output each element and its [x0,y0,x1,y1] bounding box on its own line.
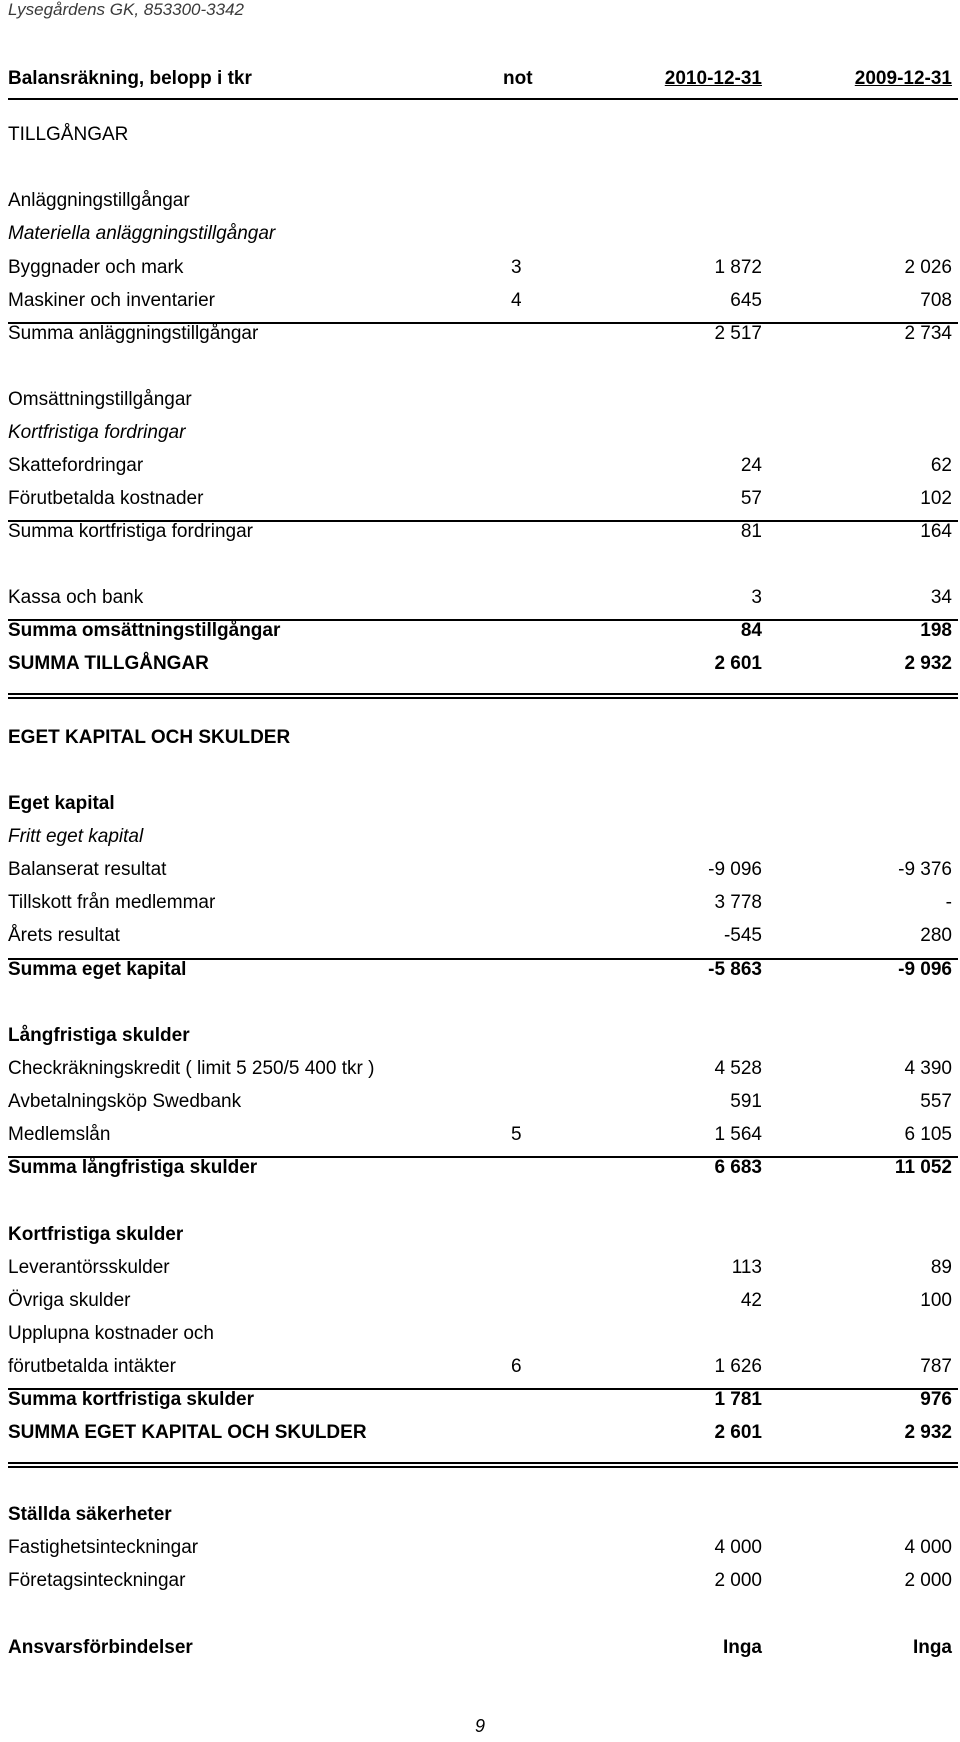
row-note: 4 [511,290,522,311]
row-value-2010: -5 863 [708,959,762,980]
table-row [0,790,960,818]
row-value-2010: 1 781 [714,1389,762,1410]
row-label: Summa kortfristiga skulder [8,1389,255,1410]
row-label: Ansvarsförbindelser [8,1637,193,1658]
row-note: 6 [511,1356,522,1377]
row-label: Kassa och bank [8,587,144,608]
row-value-2010: 3 [751,587,762,608]
divider [8,697,958,699]
table-row [0,1154,960,1182]
table-row [0,485,960,513]
table-row [0,320,960,348]
row-value-2010: 81 [740,521,762,542]
row-value-2009: 2 734 [904,323,952,344]
row-label: Övriga skulder [8,1290,131,1311]
table-row [0,1221,960,1249]
table-row [0,922,960,950]
row-value-2009: 2 932 [904,653,952,674]
divider [8,1388,958,1390]
table-row [0,1254,960,1282]
row-value-2009: 280 [920,925,952,946]
header-divider [8,98,958,100]
table-row [0,121,960,149]
table-row [0,1353,960,1381]
row-value-2010: 84 [740,620,762,641]
row-label: Omsättningstillgångar [8,389,192,410]
table-row [0,856,960,884]
table-row [0,1121,960,1149]
table-row [0,650,960,678]
row-value-2010: 113 [731,1257,762,1278]
row-value-2009: 708 [920,290,952,311]
table-row [0,1055,960,1083]
row-label: Förutbetalda kostnader [8,488,204,509]
row-value-2009: 2 000 [904,1570,952,1591]
row-value-2009: 198 [920,620,952,641]
table-row [0,1287,960,1315]
document-header: Lysegårdens GK, 853300-3342 [8,0,244,19]
row-value-2010: Inga [722,1637,762,1658]
row-value-2009: 2 932 [904,1422,952,1443]
row-label: Summa omsättningstillgångar [8,620,281,641]
table-row [0,386,960,414]
row-label: Balanserat resultat [8,859,167,880]
row-label: Eget kapital [8,793,115,814]
row-value-2010: -545 [723,925,762,946]
row-value-2009: 976 [920,1389,952,1410]
divider [8,1466,958,1468]
table-row [0,1567,960,1595]
row-value-2009: -9 376 [898,859,952,880]
year-2010-column-header: 2010-12-31 [664,68,762,89]
column-header-row [0,68,960,94]
table-row [0,1022,960,1050]
row-value-2009: 62 [930,455,952,476]
row-label: SUMMA EGET KAPITAL OCH SKULDER [8,1422,367,1443]
row-label: Medlemslån [8,1124,111,1145]
row-value-2010: -9 096 [708,859,762,880]
row-label: Fastighetsinteckningar [8,1537,199,1558]
row-label: Fritt eget kapital [8,826,144,847]
divider [8,619,958,621]
row-value-2010: 6 683 [714,1157,762,1178]
table-row [0,724,960,752]
page-number: 9 [474,1716,485,1736]
row-label: förutbetalda intäkter [8,1356,176,1377]
row-label: Avbetalningsköp Swedbank [8,1091,242,1112]
row-value-2010: 2 000 [714,1570,762,1591]
row-value-2010: 591 [730,1091,762,1112]
row-label: Summa anläggningstillgångar [8,323,259,344]
table-row [0,1501,960,1529]
divider [8,693,958,695]
table-row [0,187,960,215]
row-value-2009: 89 [930,1257,952,1278]
row-label: Checkräkningskredit ( limit 5 250/5 400 tkr ) [8,1058,375,1079]
table-row [0,518,960,546]
row-value-2010: 2 601 [714,653,762,674]
row-value-2010: 57 [740,488,762,509]
row-label: Anläggningstillgångar [8,190,190,211]
row-label: Summa långfristiga skulder [8,1157,258,1178]
table-row [0,1634,960,1662]
row-value-2010: 24 [740,455,762,476]
divider [8,1156,958,1158]
table-row [0,287,960,315]
table-row [0,220,960,248]
row-value-2010: 645 [730,290,762,311]
table-row [0,956,960,984]
row-value-2009: 4 390 [904,1058,952,1079]
table-row [0,1320,960,1348]
row-value-2010: 1 564 [714,1124,762,1145]
row-value-2009: -9 096 [898,959,952,980]
row-note: 3 [511,257,522,278]
table-row [0,584,960,612]
row-note: 5 [511,1124,522,1145]
divider [8,520,958,522]
table-row [0,1386,960,1414]
row-label: Summa kortfristiga fordringar [8,521,253,542]
row-value-2009: 4 000 [904,1537,952,1558]
row-value-2009: 6 105 [904,1124,952,1145]
table-row [0,254,960,282]
row-value-2010: 2 601 [714,1422,762,1443]
table-row [0,1419,960,1447]
row-value-2010: 1 626 [714,1356,762,1377]
row-value-2010: 4 528 [714,1058,762,1079]
row-value-2009: 11 052 [894,1157,952,1178]
table-row [0,823,960,851]
row-label: Tillskott från medlemmar [8,892,216,913]
row-value-2010: 4 000 [714,1537,762,1558]
row-value-2009: 34 [930,587,952,608]
row-value-2009: 557 [920,1091,952,1112]
note-column-header: not [503,68,533,89]
row-label: Företagsinteckningar [8,1570,186,1591]
statement-title: Balansräkning, belopp i tkr [8,68,252,89]
row-value-2009: - [945,892,952,913]
row-label: TILLGÅNGAR [8,124,129,145]
row-value-2009: 164 [920,521,952,542]
row-label: Byggnader och mark [8,257,184,278]
row-label: Kortfristiga fordringar [8,422,186,443]
row-label: Upplupna kostnader och [8,1323,214,1344]
divider [8,958,958,960]
table-row [0,617,960,645]
table-row [0,889,960,917]
row-value-2010: 42 [740,1290,762,1311]
row-label: Kortfristiga skulder [8,1224,184,1245]
divider [8,322,958,324]
row-label: Långfristiga skulder [8,1025,190,1046]
row-label: Årets resultat [8,925,120,946]
row-label: Leverantörsskulder [8,1257,170,1278]
row-value-2010: 2 517 [714,323,762,344]
row-label: Summa eget kapital [8,959,187,980]
table-row [0,1534,960,1562]
row-label: Maskiner och inventarier [8,290,215,311]
table-row [0,419,960,447]
divider [8,1462,958,1464]
row-value-2010: 1 872 [714,257,762,278]
row-label: Materiella anläggningstillgångar [8,223,276,244]
year-2009-column-header: 2009-12-31 [854,68,952,89]
table-row [0,452,960,480]
row-value-2009: 2 026 [904,257,952,278]
row-label: Skattefordringar [8,455,144,476]
table-row [0,1088,960,1116]
row-value-2009: 102 [920,488,952,509]
row-label: SUMMA TILLGÅNGAR [8,653,209,674]
row-label: Ställda säkerheter [8,1504,172,1525]
row-value-2009: 787 [920,1356,952,1377]
row-value-2010: 3 778 [714,892,762,913]
row-label: EGET KAPITAL OCH SKULDER [8,727,291,748]
row-value-2009: 100 [920,1290,952,1311]
row-value-2009: Inga [912,1637,952,1658]
